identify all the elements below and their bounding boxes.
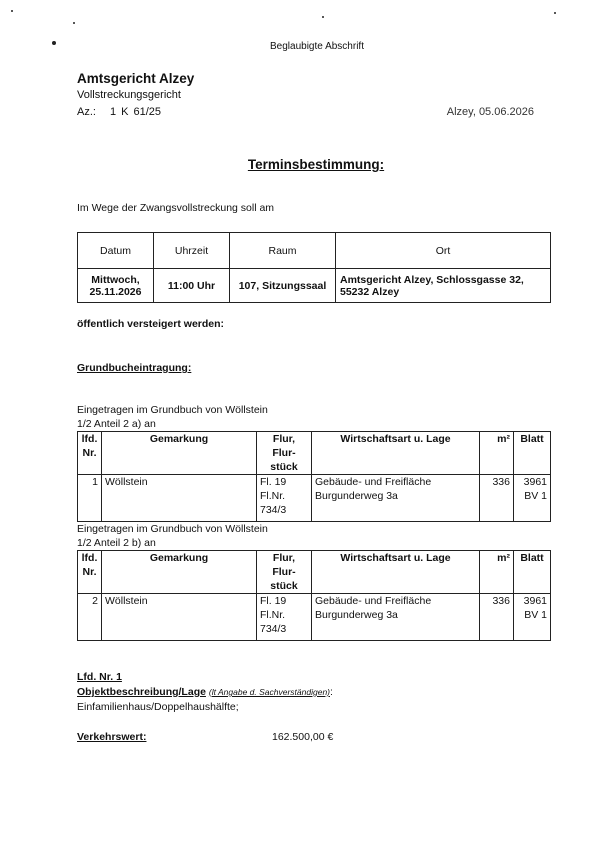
cell-gemarkung: Wöllstein — [102, 594, 257, 641]
header-uhrzeit: Uhrzeit — [154, 233, 230, 269]
auction-statement: öffentlich versteigert werden: — [77, 318, 225, 330]
entry-registered-in: Eingetragen im Grundbuch von Wöllstein — [77, 523, 268, 535]
court-department: Vollstreckungsgericht — [77, 89, 181, 101]
header-flur: Flur, Flur- stück — [257, 432, 312, 475]
header-lfd: lfd. Nr. — [78, 551, 102, 594]
header-datum: Datum — [78, 233, 154, 269]
entry-share: 1/2 Anteil 2 a) an — [77, 418, 156, 430]
file-reference — [77, 106, 161, 118]
table-row — [78, 594, 551, 641]
detail-lfd-label: Lfd. Nr. 1 — [77, 671, 122, 683]
appointment-room: 107, Sitzungssaal — [230, 269, 336, 303]
cell-blatt: 3961 BV 1 — [514, 594, 551, 641]
appointment-value-row — [78, 269, 551, 303]
header-ort: Ort — [336, 233, 551, 269]
appointment-time: 11:00 Uhr — [154, 269, 230, 303]
land-register-table — [77, 550, 551, 641]
intro-text: Im Wege der Zwangsvollstreckung soll am — [77, 202, 275, 214]
header-gemarkung: Gemarkung — [102, 432, 257, 475]
appointment-header-row — [78, 233, 551, 269]
table-row — [78, 475, 551, 522]
land-register-heading: Grundbucheintragung: — [77, 362, 192, 374]
market-value-label: Verkehrswert: — [77, 731, 147, 743]
header-wirtschaftsart: Wirtschaftsart u. Lage — [312, 551, 480, 594]
header-raum: Raum — [230, 233, 336, 269]
object-description-heading: Objektbeschreibung/Lage (lt Angabe d. Sachverständigen): — [77, 686, 333, 698]
file-reference-label: Az.: — [77, 106, 96, 118]
cell-wirtschaftsart: Gebäude- und Freifläche Burgunderweg 3a — [312, 475, 480, 522]
scan-speck — [554, 12, 556, 14]
cell-wirtschaftsart: Gebäude- und Freifläche Burgunderweg 3a — [312, 594, 480, 641]
cell-lfd: 1 — [78, 475, 102, 522]
market-value: 162.500,00 € — [272, 731, 334, 743]
header-m2: m² — [480, 432, 514, 475]
scan-speck — [73, 22, 75, 24]
cell-flur: Fl. 19 Fl.Nr. 734/3 — [257, 475, 312, 522]
header-gemarkung: Gemarkung — [102, 551, 257, 594]
scan-speck — [11, 10, 13, 12]
land-register-header-row — [78, 432, 551, 475]
header-m2: m² — [480, 551, 514, 594]
appointment-date: Mittwoch, 25.11.2026 — [78, 269, 154, 303]
court-name: Amtsgericht Alzey — [77, 71, 195, 86]
object-description-label: Objektbeschreibung/Lage — [77, 686, 206, 698]
header-blatt: Blatt — [514, 551, 551, 594]
header-lfd: lfd. Nr. — [78, 432, 102, 475]
cell-lfd: 2 — [78, 594, 102, 641]
entry-registered-in: Eingetragen im Grundbuch von Wöllstein — [77, 404, 268, 416]
certified-copy-label: Beglaubigte Abschrift — [270, 41, 364, 52]
object-description-value: Einfamilienhaus/Doppelhaushälfte; — [77, 701, 239, 713]
cell-gemarkung: Wöllstein — [102, 475, 257, 522]
land-register-header-row — [78, 551, 551, 594]
file-reference-number: 1 K 61/25 — [109, 106, 162, 118]
object-description-note: (lt Angabe d. Sachverständigen) — [208, 687, 330, 697]
place-date: Alzey, 05.06.2026 — [446, 106, 534, 118]
document-title: Terminsbestimmung: — [247, 157, 385, 172]
appointment-location: Amtsgericht Alzey, Schlossgasse 32, 55232 Alzey — [336, 269, 551, 303]
appointment-table — [77, 232, 551, 303]
header-flur: Flur, Flur- stück — [257, 551, 312, 594]
land-register-table — [77, 431, 551, 522]
header-wirtschaftsart: Wirtschaftsart u. Lage — [312, 432, 480, 475]
header-blatt: Blatt — [514, 432, 551, 475]
cell-blatt: 3961 BV 1 — [514, 475, 551, 522]
entry-share: 1/2 Anteil 2 b) an — [77, 537, 156, 549]
cell-m2: 336 — [480, 475, 514, 522]
scan-speck — [322, 16, 324, 18]
cell-m2: 336 — [480, 594, 514, 641]
cell-flur: Fl. 19 Fl.Nr. 734/3 — [257, 594, 312, 641]
